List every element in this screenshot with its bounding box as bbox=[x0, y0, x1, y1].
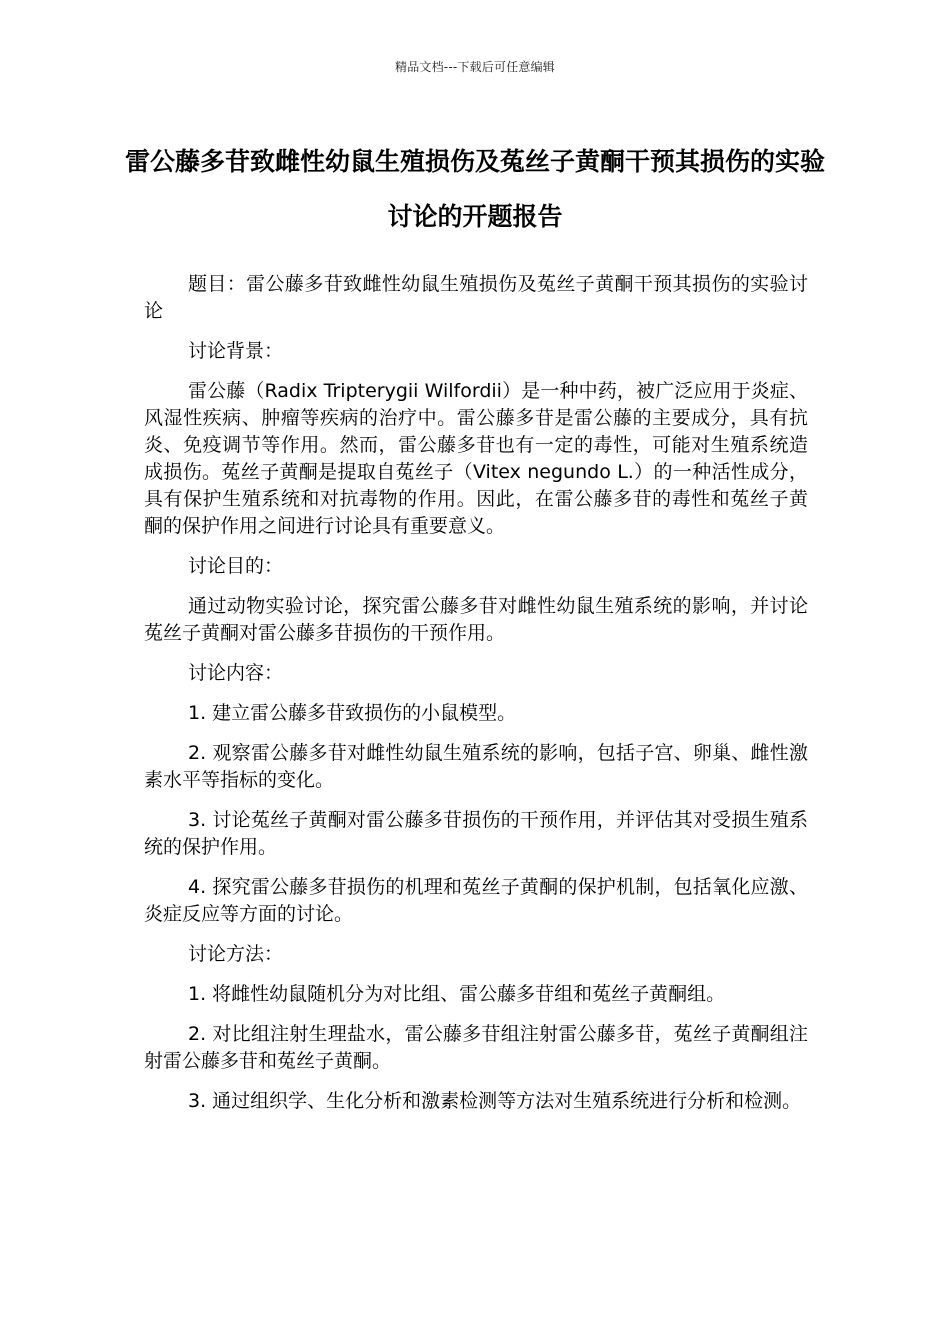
document-body bbox=[144, 271, 808, 1128]
paragraph-purpose: 通过动物实验讨论，探究雷公藤多苷对雌性幼鼠生殖系统的影响，并讨论菟丝子黄酮对雷公藤多苷损伤的干预作用。 bbox=[144, 595, 808, 644]
paragraph-background: 雷公藤（Radix Tripterygii Wilfordii）是一种中药，被广泛应用于炎症、风湿性疾病、肿瘤等疾病的治疗中。雷公藤多苷是雷公藤的主要成分，具有抗炎、免疫调节等作用。然而，雷公藤多苷也有一定的毒性，可能对生殖系统造成损伤。菟丝子黄酮是提取自菟丝子（Vitex negundo L.）的一种活性成分，具有保护生殖系统和对抗毒物的作用。因此，在雷公藤多苷的毒性和菟丝子黄酮的保护作用之间进行讨论具有重要意义。 bbox=[144, 380, 808, 537]
method-item-1: 1. 将雌性幼鼠随机分为对比组、雷公藤多苷组和菟丝子黄酮组。 bbox=[188, 983, 726, 1005]
method-item-3: 3. 通过组织学、生化分析和激素检测等方法对生殖系统进行分析和检测。 bbox=[188, 1090, 802, 1112]
page-header-note: 精品文档---下载后可任意编辑 bbox=[395, 60, 555, 74]
paragraph-topic: 题目：雷公藤多苷致雌性幼鼠生殖损伤及菟丝子黄酮干预其损伤的实验讨论 bbox=[144, 273, 808, 322]
heading-purpose: 讨论目的： bbox=[188, 555, 284, 577]
content-item-1: 1. 建立雷公藤多苷致损伤的小鼠模型。 bbox=[188, 702, 517, 724]
content-item-4: 4. 探究雷公藤多苷损伤的机理和菟丝子黄酮的保护机制，包括氧化应激、炎症反应等方面的讨论。 bbox=[144, 876, 808, 925]
heading-methods: 讨论方法： bbox=[188, 943, 284, 965]
document-title: 雷公藤多苷致雌性幼鼠生殖损伤及菟丝子黄酮干预其损伤的实验讨论的开题报告 bbox=[124, 147, 825, 231]
content-item-2: 2. 观察雷公藤多苷对雌性幼鼠生殖系统的影响，包括子宫、卵巢、雌性激素水平等指标的变化。 bbox=[144, 742, 808, 791]
method-item-2: 2. 对比组注射生理盐水，雷公藤多苷组注射雷公藤多苷，菟丝子黄酮组注射雷公藤多苷和菟丝子黄酮。 bbox=[144, 1023, 808, 1072]
heading-content: 讨论内容： bbox=[188, 662, 284, 684]
heading-background: 讨论背景： bbox=[188, 340, 284, 362]
content-item-3: 3. 讨论菟丝子黄酮对雷公藤多苷损伤的干预作用，并评估其对受损生殖系统的保护作用。 bbox=[144, 809, 808, 858]
